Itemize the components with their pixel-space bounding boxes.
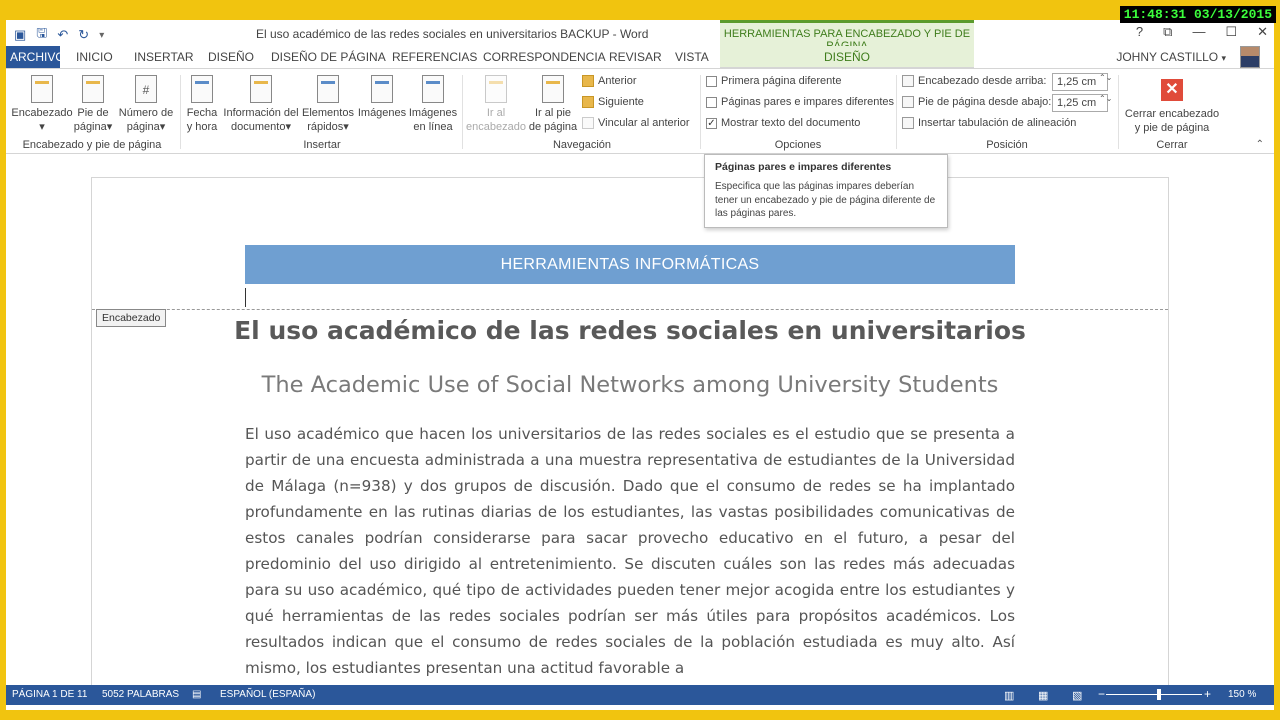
user-name: JOHNY CASTILLO (1116, 50, 1219, 64)
vincular-label: Vincular al anterior (598, 117, 690, 129)
page-number-icon: # (135, 75, 157, 103)
numero-pagina-button[interactable] (116, 75, 176, 134)
anterior-button[interactable] (582, 75, 637, 87)
imagenes-button[interactable] (356, 75, 408, 120)
tab-vista[interactable]: VISTA (675, 50, 709, 64)
checkmark-icon: ✓ (707, 117, 716, 129)
quick-access-toolbar (14, 24, 104, 46)
tab-inicio[interactable]: INICIO (76, 50, 113, 64)
tab-revisar[interactable]: REVISAR (609, 50, 662, 64)
num-label-1: Número de (118, 107, 174, 119)
group-label-opciones: Opciones (774, 139, 822, 151)
zoom-in-button[interactable]: + (1204, 687, 1212, 701)
header-boundary (92, 309, 1168, 310)
ribbon (6, 68, 1274, 154)
print-layout-icon[interactable]: ▦ (1038, 690, 1049, 702)
language-status[interactable]: ESPAÑOL (ESPAÑA) (220, 689, 316, 700)
chevron-down-icon: ▾ (285, 121, 291, 133)
previous-icon (582, 75, 594, 87)
chevron-down-icon: ▾ (39, 121, 45, 133)
encabezado-desde-arriba-input[interactable]: 1,25 cm ⌃⌄ (1052, 73, 1108, 91)
save-icon[interactable]: 🖫 (36, 25, 48, 40)
imagenes-label: Imágenes (357, 107, 407, 119)
customize-qat-icon[interactable]: ▾ (99, 29, 105, 41)
primera-pagina-checkbox[interactable] (706, 75, 841, 87)
ir-encabezado-button[interactable] (464, 75, 528, 134)
web-layout-icon[interactable]: ▧ (1072, 690, 1083, 702)
group-divider (180, 75, 181, 149)
header-banner[interactable]: HERRAMIENTAS INFORMÁTICAS (245, 245, 1015, 284)
ir-pie-button[interactable] (528, 75, 578, 134)
irpie-label-2: de página (528, 121, 578, 133)
window-title: El uso académico de las redes sociales en universitarios BACKUP - Word (256, 27, 649, 41)
checkbox-unchecked (706, 76, 717, 87)
document-title: El uso académico de las redes sociales en universitarios (234, 316, 1026, 345)
tab-correspondencia[interactable]: CORRESPONDENCIA (483, 50, 606, 64)
chevron-down-icon: ▾ (343, 121, 349, 133)
primera-label: Primera página diferente (721, 75, 842, 87)
chevron-down-icon: ▾ (1221, 53, 1226, 63)
word-window (6, 20, 1274, 710)
pares-impares-checkbox[interactable] (706, 96, 894, 108)
tab-archivo[interactable]: ARCHIVO (6, 46, 60, 68)
tooltip-body: Especifica que las páginas impares deberían tener un encabezado y pie de página diferente de las páginas pares. (715, 181, 936, 219)
pie-label-1: Pie de (77, 107, 109, 119)
footer-icon (82, 75, 104, 103)
close-button[interactable]: ✕ (1257, 24, 1268, 39)
group-divider (1118, 75, 1119, 149)
insertar-tabulacion-button[interactable] (902, 117, 1076, 129)
desde-arriba-text: Encabezado desde arriba: (918, 75, 1047, 87)
tab-diseno-pagina[interactable]: DISEÑO DE PÁGINA (271, 50, 386, 64)
ribbon-display-button[interactable]: ⧉ (1163, 24, 1173, 39)
info-documento-button[interactable] (222, 75, 300, 134)
info-label-1: Información del (223, 107, 299, 119)
siguiente-label: Siguiente (598, 96, 644, 108)
desde-abajo-text: Pie de página desde abajo: (918, 96, 1052, 108)
group-label-navegacion: Navegación (552, 139, 612, 151)
tooltip-title: Páginas pares e impares diferentes (715, 161, 892, 173)
info-label-2: documento (231, 121, 286, 133)
pie-desde-abajo-input[interactable]: 1,25 cm ⌃⌄ (1052, 94, 1108, 112)
document-subtitle: The Academic Use of Social Networks among University Students (261, 372, 999, 398)
fecha-label-1: Fecha (186, 107, 218, 119)
ribbon-tabs (6, 46, 1274, 68)
collapse-ribbon-icon[interactable]: ⌃ (1255, 139, 1264, 150)
user-account[interactable] (1116, 50, 1226, 64)
tab-referencias[interactable]: REFERENCIAS (392, 50, 478, 64)
enlinea-label-1: Imágenes (408, 107, 458, 119)
cerrar-encabezado-button[interactable] (1122, 75, 1222, 135)
word-count[interactable]: 5052 PALABRAS (102, 689, 180, 700)
encabezado-label: Encabezado (11, 107, 73, 119)
pie-desde-abajo-label (902, 96, 1051, 108)
alignment-tab-icon (902, 117, 914, 129)
irpie-label-1: Ir al pie (534, 107, 572, 119)
text-cursor (245, 288, 246, 307)
document-info-icon (250, 75, 272, 103)
group-label-insertar: Insertar (303, 139, 341, 151)
iral-label-1: Ir al (486, 107, 506, 119)
tab-insertar[interactable]: INSERTAR (134, 50, 194, 64)
redo-icon[interactable]: ↻ (78, 27, 90, 42)
group-divider (896, 75, 897, 149)
encabezado-desde-arriba-label (902, 75, 1046, 87)
context-tab-title: HERRAMIENTAS PARA ENCABEZADO Y PIE DE (720, 20, 974, 46)
document-page[interactable] (91, 177, 1169, 697)
encabezado-button[interactable] (10, 75, 74, 134)
elementos-rapidos-button[interactable] (302, 75, 354, 134)
help-button[interactable]: ? (1135, 24, 1144, 39)
checkbox-unchecked (706, 97, 717, 108)
iral-label-2: encabezado (466, 121, 526, 133)
undo-icon[interactable]: ↶ (57, 27, 69, 42)
enlinea-label-2: en línea (413, 121, 453, 133)
maximize-button[interactable]: ☐ (1225, 24, 1238, 39)
header-icon (31, 75, 53, 103)
read-mode-icon[interactable]: ▥ (1004, 690, 1015, 702)
word-logo-icon: ▣ (14, 27, 27, 42)
zoom-out-button[interactable]: − (1098, 687, 1106, 701)
pie-label-2: página (73, 121, 107, 133)
clock-overlay: 11:48:31 03/13/2015 (1120, 6, 1276, 23)
num-label-2: página (126, 121, 160, 133)
quick-parts-icon (317, 75, 339, 103)
group-divider (462, 75, 463, 149)
document-area (6, 155, 1274, 685)
tab-diseno-contextual[interactable]: DISEÑO (720, 46, 974, 68)
group-label-posicion: Posición (986, 139, 1028, 151)
chevron-down-icon: ▾ (159, 121, 166, 133)
pie-pagina-button[interactable] (70, 75, 116, 134)
document-body: El uso académico que hacen los universitarios de las redes sociales es el estudio que se presenta a partir de una encuesta administrada a una muestra representativa de estudiantes de la Universidad de Málaga (n=938) y dos grupos de discusión. Dado que el consumo de redes se ha implantado profundamente en las rutinas diarias de los estudiantes, las vastas posibilidades comunicativas de estos canales podrían considerarse para sacar provecho educativo en el futuro, a pesar del predominio del uso dirigido al entretenimiento. Se discuten cuáles son las redes más adecuadas para su uso académico, qué tipo de actividades pueden tener mejor acogida entre los estudiantes y qué herramientas de las redes sociales podrían ser más útiles para propósitos académicos. Los resultados indican que el consumo de redes sociales de la población estudiada es muy alto. Así mismo, los estudiantes presentan una actitud favorable a (245, 425, 1015, 677)
header-top-icon (902, 75, 914, 87)
minimize-button[interactable]: — (1192, 24, 1206, 39)
picture-icon (371, 75, 393, 103)
page-count[interactable]: PÁGINA 1 DE 11 (12, 689, 88, 700)
calendar-icon (191, 75, 213, 103)
avatar[interactable] (1240, 46, 1260, 68)
chevron-down-icon: ▾ (106, 121, 113, 133)
window-controls (1136, 24, 1268, 40)
zoom-level[interactable]: 150 % (1228, 689, 1257, 700)
next-icon (582, 96, 594, 108)
link-icon (582, 117, 594, 129)
fecha-label-2: y hora (186, 121, 218, 133)
proofing-icon[interactable]: ▤ (192, 689, 202, 700)
zoom-slider-thumb[interactable] (1157, 689, 1161, 700)
online-picture-icon (422, 75, 444, 103)
elem-label-2: rápidos (307, 121, 344, 133)
group-label-encabezado: Encabezado y pie de página (22, 139, 162, 151)
footer-bottom-icon (902, 96, 914, 108)
fecha-hora-button[interactable] (184, 75, 220, 134)
cerrar-label-1: Cerrar encabezado (1124, 108, 1220, 120)
go-to-footer-icon (542, 75, 564, 103)
cerrar-label-2: y pie de página (1134, 122, 1210, 134)
tooltip (704, 154, 948, 228)
header-tag: Encabezado (96, 309, 166, 327)
tab-diseno[interactable]: DISEÑO (208, 50, 255, 64)
group-label-cerrar: Cerrar (1156, 139, 1188, 151)
elem-label-1: Elementos (302, 107, 354, 119)
close-icon: ✕ (1161, 79, 1183, 101)
mostrar-label: Mostrar texto del documento (721, 117, 861, 129)
imagenes-linea-button[interactable] (408, 75, 458, 134)
zoom-slider-track[interactable] (1106, 694, 1202, 695)
tabulacion-label: Insertar tabulación de alineación (918, 117, 1077, 129)
go-to-header-icon (485, 75, 507, 103)
status-bar (6, 685, 1274, 705)
anterior-label: Anterior (598, 75, 637, 87)
group-divider (700, 75, 701, 149)
mostrar-texto-checkbox[interactable] (706, 117, 860, 129)
title-bar (6, 20, 1274, 46)
pares-label: Páginas pares e impares diferentes (721, 96, 895, 108)
siguiente-button[interactable] (582, 96, 644, 108)
vincular-anterior-button[interactable] (582, 117, 690, 129)
